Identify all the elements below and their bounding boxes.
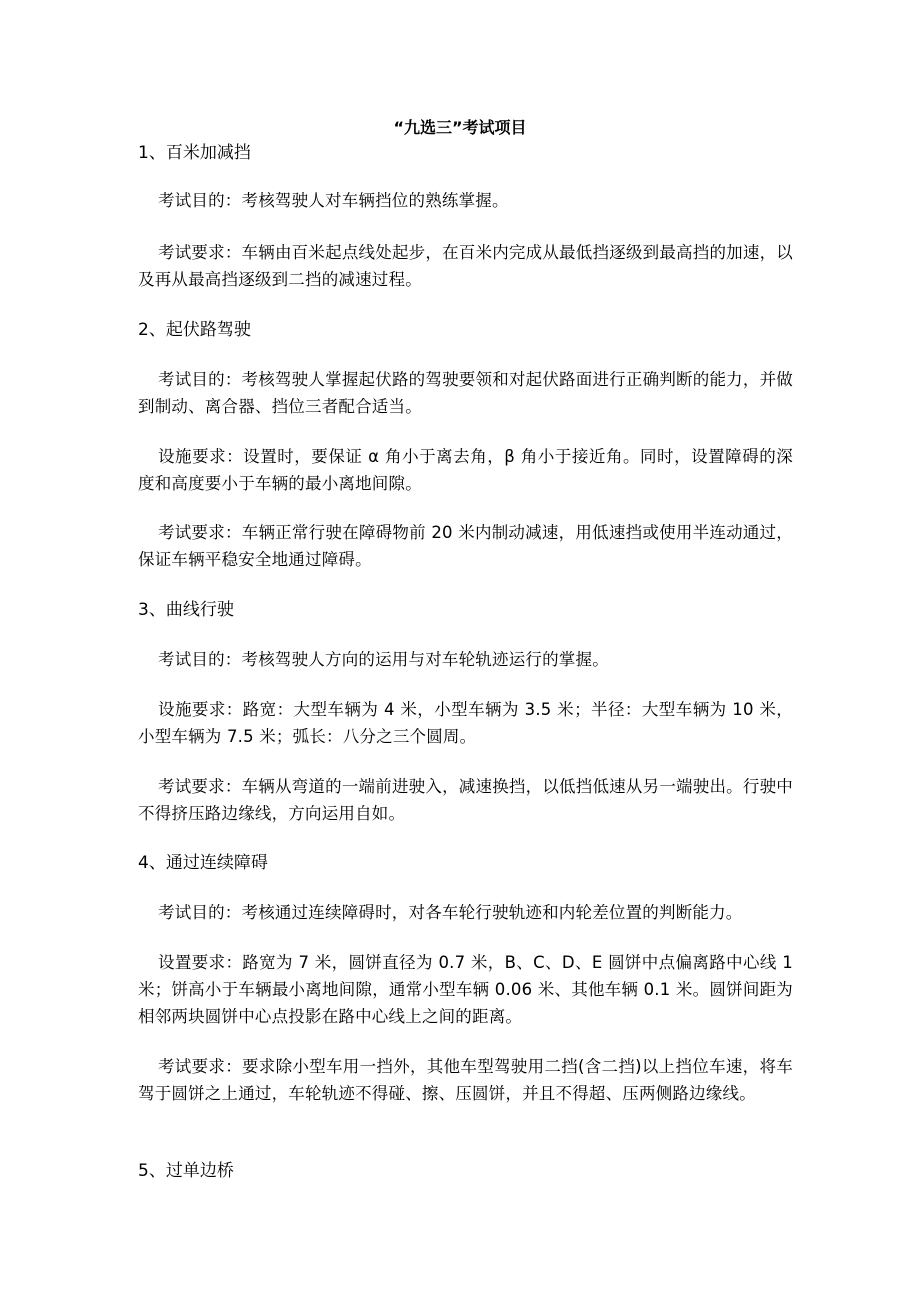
section-3-paragraph-3: 考试要求：车辆从弯道的一端前进驶入，减速换挡，以低挡低速从另一端驶出。行驶中不得挤压路边缘线，方向运用自如。 xyxy=(138,777,793,823)
section-2-paragraph-2: 设施要求：设置时，要保证 α 角小于离去角，β 角小于接近角。同时，设置障碍的深度和高度要小于车辆的最小离地间隙。 xyxy=(138,447,793,493)
section-heading-1: 1、百米加减挡 xyxy=(138,143,251,163)
section-heading-4: 4、通过连续障碍 xyxy=(138,853,268,873)
section-1-paragraph-2: 考试要求：车辆由百米起点线处起步，在百米内完成从最低挡逐级到最高挡的加速，以及再从最高挡逐级到二挡的减速过程。 xyxy=(138,243,793,289)
section-2-paragraph-1: 考试目的：考核驾驶人掌握起伏路的驾驶要领和对起伏路面进行正确判断的能力，并做到制动、离合器、挡位三者配合适当。 xyxy=(138,370,793,416)
section-3-paragraph-2: 设施要求：路宽：大型车辆为 4 米，小型车辆为 3.5 米；半径：大型车辆为 10 米，小型车辆为 7.5 米；弧长：八分之三个圆周。 xyxy=(138,700,793,746)
section-3-paragraph-1: 考试目的：考核驾驶人方向的运用与对车轮轨迹运行的掌握。 xyxy=(158,650,609,669)
section-heading-2: 2、起伏路驾驶 xyxy=(138,320,251,340)
section-4-paragraph-1: 考试目的：考核通过连续障碍时，对各车轮行驶轨迹和内轮差位置的判断能力。 xyxy=(158,903,743,922)
section-heading-5: 5、过单边桥 xyxy=(138,1161,234,1181)
document-title: “九选三”考试项目 xyxy=(393,118,527,137)
section-4-paragraph-3: 考试要求：要求除小型车用一挡外，其他车型驾驶用二挡(含二挡)以上挡位车速，将车驾于圆饼之上通过，车轮轨迹不得碰、擦、压圆饼，并且不得超、压两侧路边缘线。 xyxy=(138,1057,793,1103)
section-2-paragraph-3: 考试要求：车辆正常行驶在障碍物前 20 米内制动减速，用低速挡或使用半连动通过，保证车辆平稳安全地通过障碍。 xyxy=(138,523,793,569)
section-4-paragraph-2: 设置要求：路宽为 7 米，圆饼直径为 0.7 米，B、C、D、E 圆饼中点偏离路中心线 1 米；饼高小于车辆最小离地间隙，通常小型车辆 0.06 米、其他车辆 0.1 米。圆饼间距为相邻两块圆饼中心点投影在路中心线上之间的距离。 xyxy=(138,953,793,1026)
section-1-paragraph-1: 考试目的：考核驾驶人对车辆挡位的熟练掌握。 xyxy=(158,191,509,210)
section-heading-3: 3、曲线行驶 xyxy=(138,600,234,620)
